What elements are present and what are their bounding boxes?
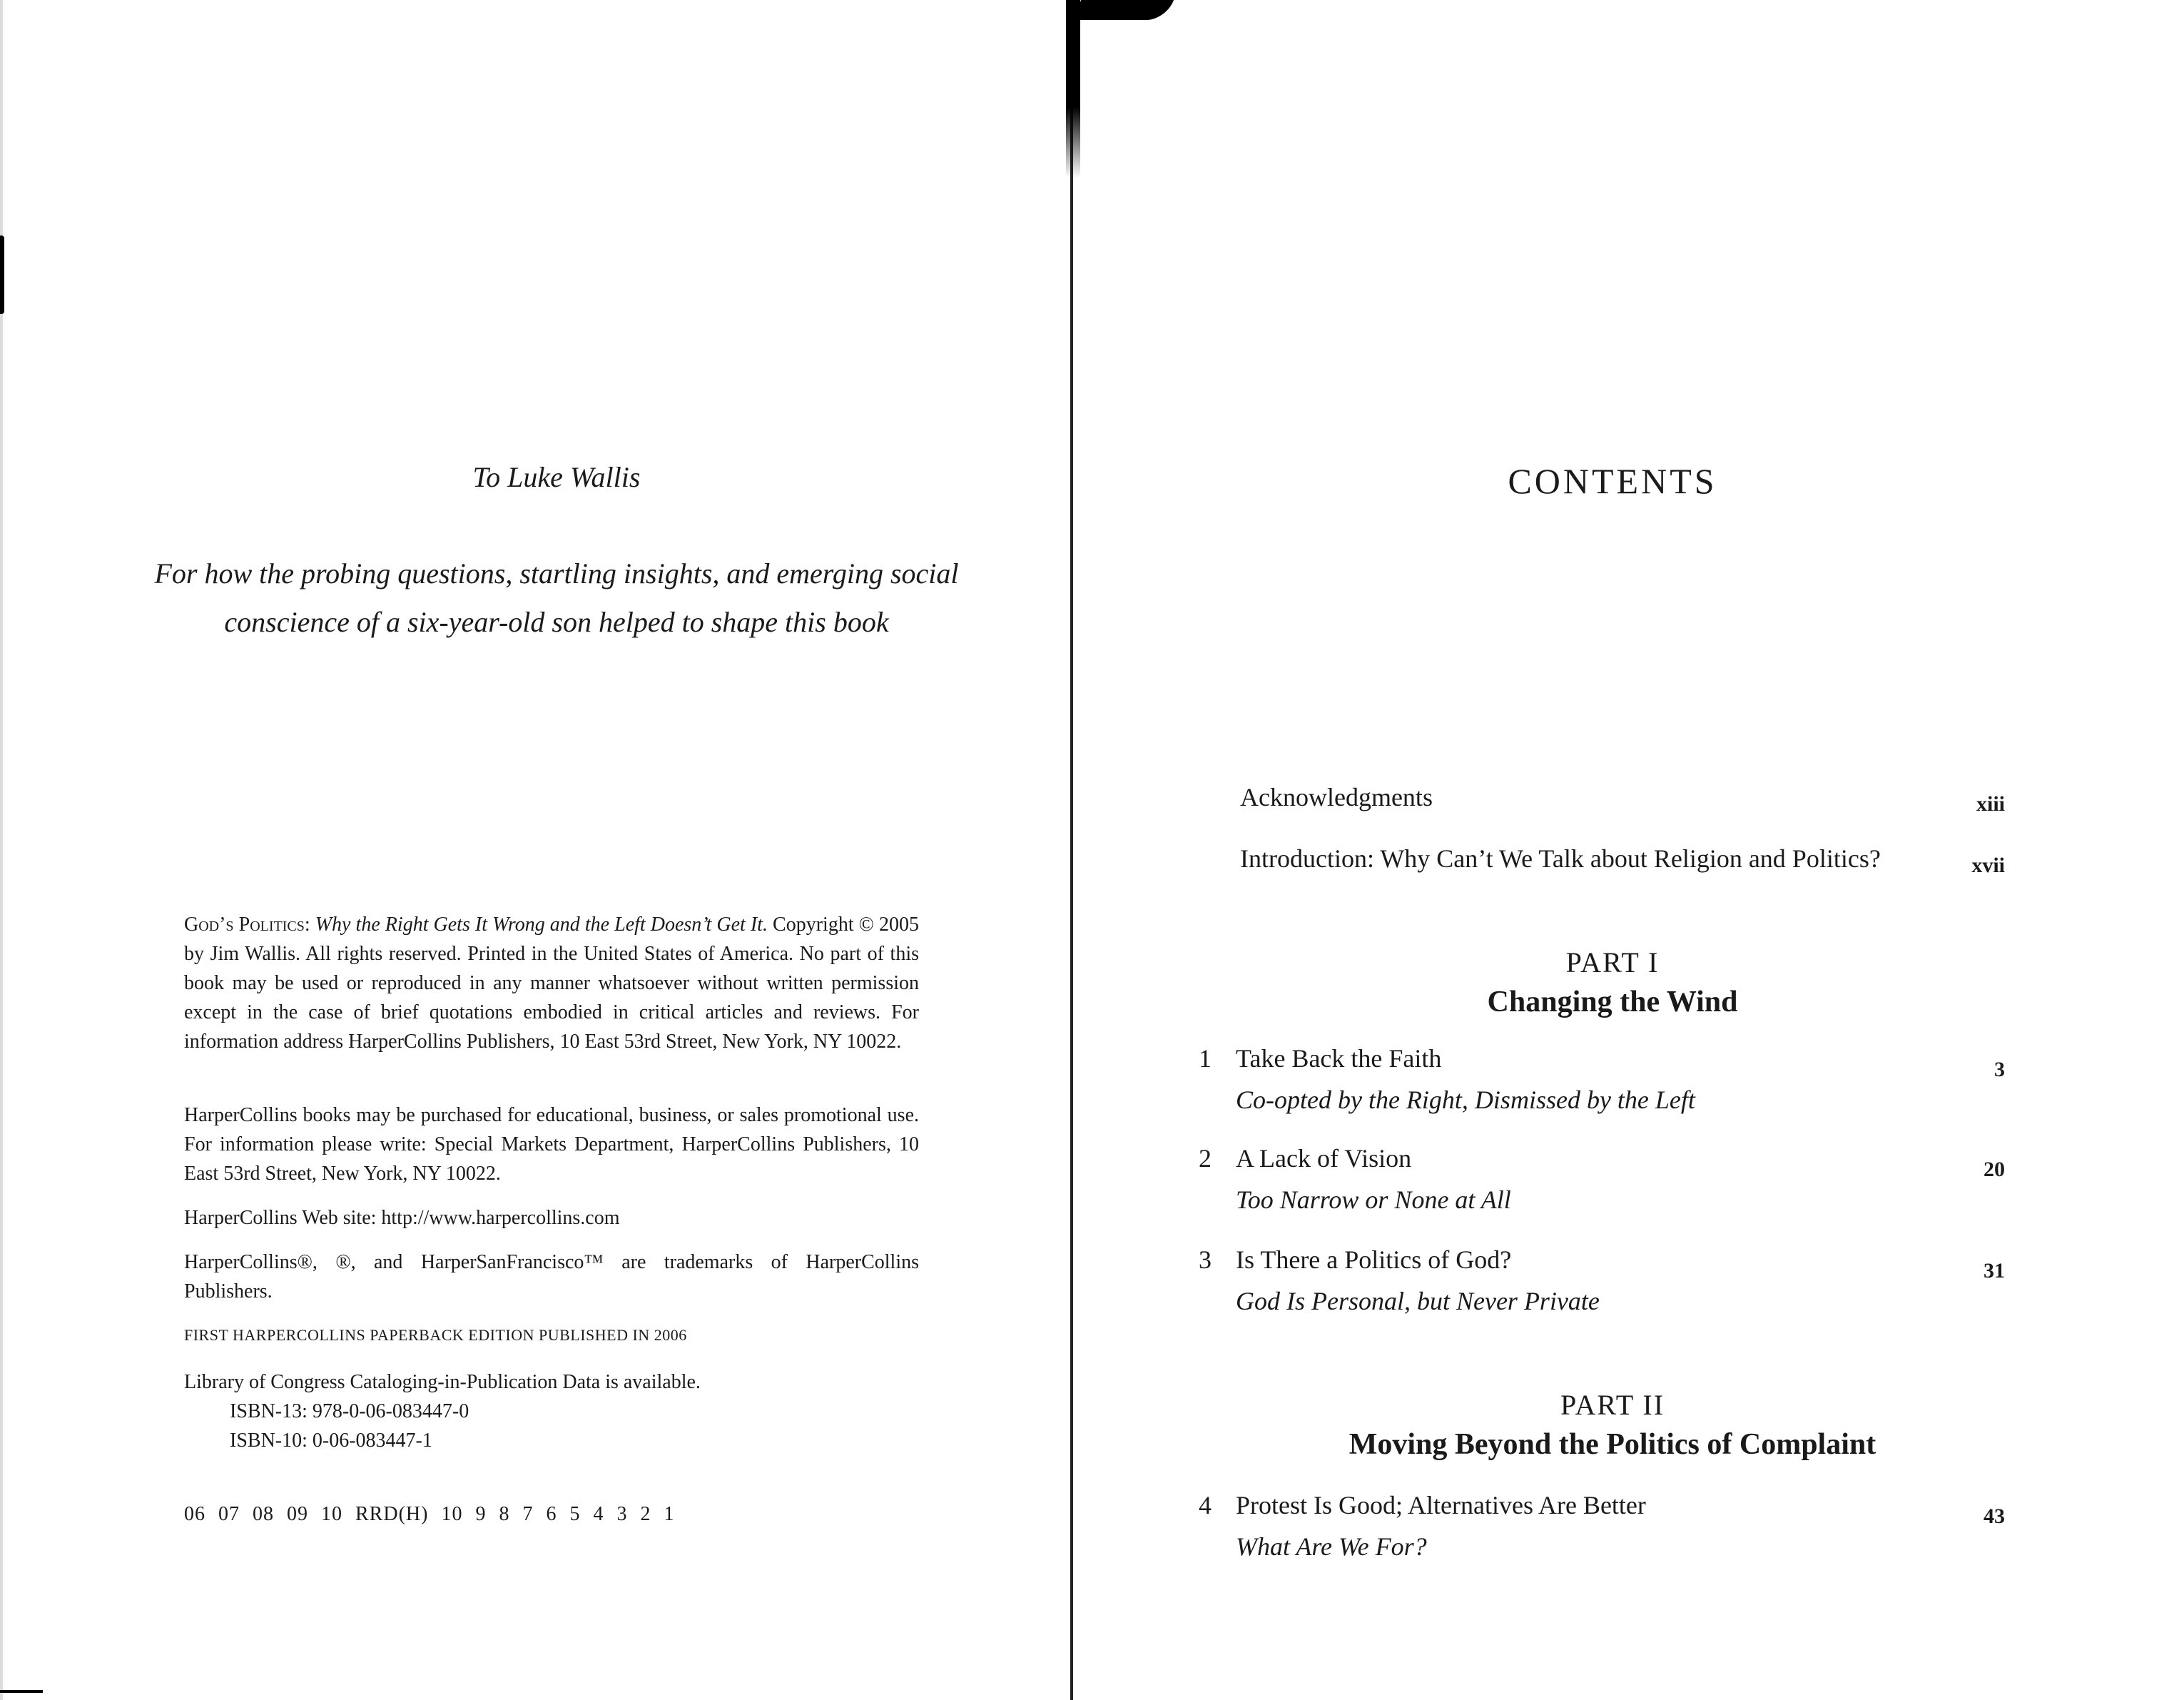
- contents-title: CONTENTS: [1508, 461, 1717, 501]
- gutter-smudge: [1074, 0, 1174, 20]
- toc-entry-label: Introduction: Why Can’t We Talk about Religion and Politics?: [1240, 844, 1881, 873]
- part-label: PART I: [1565, 946, 1660, 978]
- toc-entry-label: Acknowledgments: [1240, 783, 1433, 811]
- chapter-title: Take Back the Faith: [1236, 1044, 1442, 1073]
- book-subtitle: Why the Right Gets It Wrong and the Left Doesn’t Get It.: [315, 914, 768, 936]
- part-title: Moving Beyond the Politics of Complaint: [1349, 1428, 1876, 1461]
- chapter-title: Is There a Politics of God?: [1236, 1245, 1512, 1274]
- toc-entry-acknowledgments[interactable]: [1240, 782, 2005, 816]
- part-title: Changing the Wind: [1487, 986, 1738, 1018]
- chapter-title: A Lack of Vision: [1236, 1144, 1412, 1173]
- trademark-paragraph: HarperCollins®, ®, and HarperSanFrancisco™ are trademarks of HarperCollins Publishers.: [184, 1251, 919, 1302]
- copyright-text: Copyright © 2005 by Jim Wallis. All rights reserved. Printed in the United States of America. No part of this book may be used or reproduced in any manner whatsoever without written permission except in the case of brief quotations embodied in critical articles and reviews. For information address HarperCollins Publishers, 10 East 53rd Street, New York, NY 10022.: [184, 914, 920, 1053]
- chapter-number: 1: [1199, 1044, 1212, 1073]
- chapter-page: 31: [1984, 1259, 2005, 1282]
- chapter-page: 20: [1984, 1158, 2005, 1181]
- book-title: God’s Politics:: [184, 914, 310, 936]
- gutter-shadow: [1066, 0, 1080, 178]
- print-line: 06 07 08 09 10 RRD(H) 10 9 8 7 6 5 4 3 2 1: [184, 1503, 675, 1525]
- chapter-subtitle: Co-opted by the Right, Dismissed by the Left: [1236, 1086, 1695, 1114]
- chapter-subtitle: God Is Personal, but Never Private: [1236, 1287, 1600, 1315]
- toc-entry-page: xvii: [1971, 854, 2005, 877]
- part-label: PART II: [1560, 1389, 1665, 1421]
- copyright-paragraph: [184, 910, 919, 1056]
- chapter-title: Protest Is Good; Alternatives Are Better: [1236, 1491, 1646, 1519]
- toc-entry-page: xiii: [1976, 792, 2005, 816]
- copyright-block: [184, 910, 919, 1056]
- chapter-subtitle: Too Narrow or None at All: [1236, 1185, 1511, 1214]
- scan-edge-mark: [0, 236, 4, 314]
- dedication-line-1: For how the probing questions, startling insights, and emerging social: [154, 557, 959, 590]
- edition-line: FIRST HARPERCOLLINS PAPERBACK EDITION PUBLISHED IN 2006: [184, 1326, 687, 1344]
- chapter-number: 4: [1199, 1491, 1212, 1519]
- sales-paragraph: HarperCollins books may be purchased for educational, business, or sales promotional use. For information please write: Special Markets Department, HarperCollins Publishers, 10 East 53rd Street, New York, NY 10022.: [184, 1104, 919, 1185]
- book-gutter: [1070, 21, 1073, 1700]
- chapter-page: 3: [1994, 1058, 2005, 1081]
- dedication-line-2: conscience of a six-year-old son helped to shape this book: [224, 606, 889, 638]
- scan-edge-mark-bottom: [0, 1690, 43, 1693]
- chapter-number: 3: [1199, 1245, 1212, 1274]
- isbn-13: ISBN-13: 978-0-06-083447-0: [230, 1400, 469, 1422]
- website-line: HarperCollins Web site: http://www.harpercollins.com: [184, 1207, 620, 1229]
- chapter-number: 2: [1199, 1144, 1212, 1173]
- chapter-subtitle: What Are We For?: [1236, 1532, 1427, 1561]
- isbn-10: ISBN-10: 0-06-083447-1: [230, 1430, 432, 1452]
- dedication-to: To Luke Wallis: [472, 461, 641, 493]
- chapter-page: 43: [1984, 1504, 2005, 1528]
- cip-line: Library of Congress Cataloging-in-Publication Data is available.: [184, 1371, 701, 1393]
- toc-entry-introduction[interactable]: [1240, 844, 2005, 877]
